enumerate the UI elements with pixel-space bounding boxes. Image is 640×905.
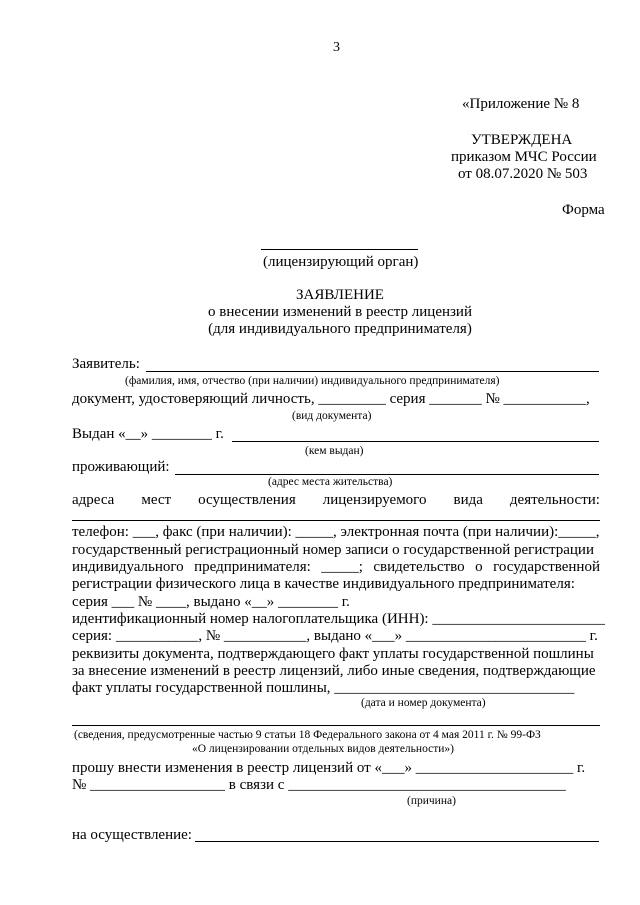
order-date: от 08.07.2020 № 503 [458,166,588,182]
fee-line-3: факт уплаты государственной пошлины, ________________________________ [72,680,575,696]
form-subtitle-1: о внесении изменений в реестр лицензий [207,304,472,320]
reason-caption: (причина) [407,795,456,807]
approved-label: УТВЕРЖДЕНА [471,132,573,148]
id-document-line: документ, удостоверяющий личность, _________ серия _______ № ___________, [72,391,590,407]
registration-line-2: индивидуального предпринимателя: _____; свидетельство о государственной [72,559,600,575]
residing-line [175,474,599,475]
doc-type-caption: (вид документа) [292,410,372,422]
authority-line [261,249,418,250]
law-caption-2: «О лицензировании отдельных видов деятельности») [192,743,454,755]
inn-line: идентификационный номер налогоплательщика (ИНН): _______________________ [72,611,605,627]
applicant-label: Заявитель: [72,356,140,372]
registration-line-1: государственный регистрационный номер записи о государственной регистрации [72,542,594,558]
page-number: 3 [333,40,340,55]
fee-line-2: за внесение изменений в реестр лицензий, либо иные сведения, подтверждающие [72,663,596,679]
form-label: Форма [562,202,605,218]
number-reason-line: № __________________ в связи с _____________________________________ [72,777,566,793]
issued-by-caption: (кем выдан) [305,445,364,457]
authority-caption: (лицензирующий орган) [263,254,419,270]
inn-series-line: серия: ___________, № ___________, выдано «___» ________________________ г. [72,628,598,644]
activity-address-line: адреса мест осуществления лицензируемого вида деятельности: [72,492,600,508]
law-info-line [72,725,600,726]
law-caption-1: (сведения, предусмотренные частью 9 статьи 18 Федерального закона от 4 мая 2011 г. № 99-ФЗ [74,729,541,741]
issued-line: Выдан «__» ________ г. [72,426,224,442]
activity-line [195,841,599,842]
activity-label: на осуществление: [72,827,192,843]
registration-line-3: регистрации физического лица в качестве индивидуального предпринимателя: [72,576,575,592]
order-label: приказом МЧС России [451,149,597,165]
contacts-line: телефон: ___, факс (при наличии): _____, электронная почта (при наличии):_____, [72,524,600,540]
fee-line-1: реквизиты документа, подтверждающего факт уплаты государственной пошлины [72,646,594,662]
form-subtitle-2: (для индивидуального предпринимателя) [208,321,472,337]
residing-label: проживающий: [72,459,170,475]
applicant-caption: (фамилия, имя, отчество (при наличии) индивидуального предпринимателя) [125,375,500,387]
activity-address-value-line [72,520,600,521]
issued-by-line [232,441,599,442]
certificate-series-line: серия ___ № ____, выдано «__» ________ г. [72,594,350,610]
appendix-label: «Приложение № 8 [462,96,580,112]
applicant-line [146,371,599,372]
address-caption: (адрес места жительства) [268,476,393,488]
request-line: прошу внести изменения в реестр лицензий от «___» _____________________ г. [72,760,586,776]
form-title: ЗАЯВЛЕНИЕ [296,287,384,303]
fee-caption: (дата и номер документа) [361,697,486,709]
